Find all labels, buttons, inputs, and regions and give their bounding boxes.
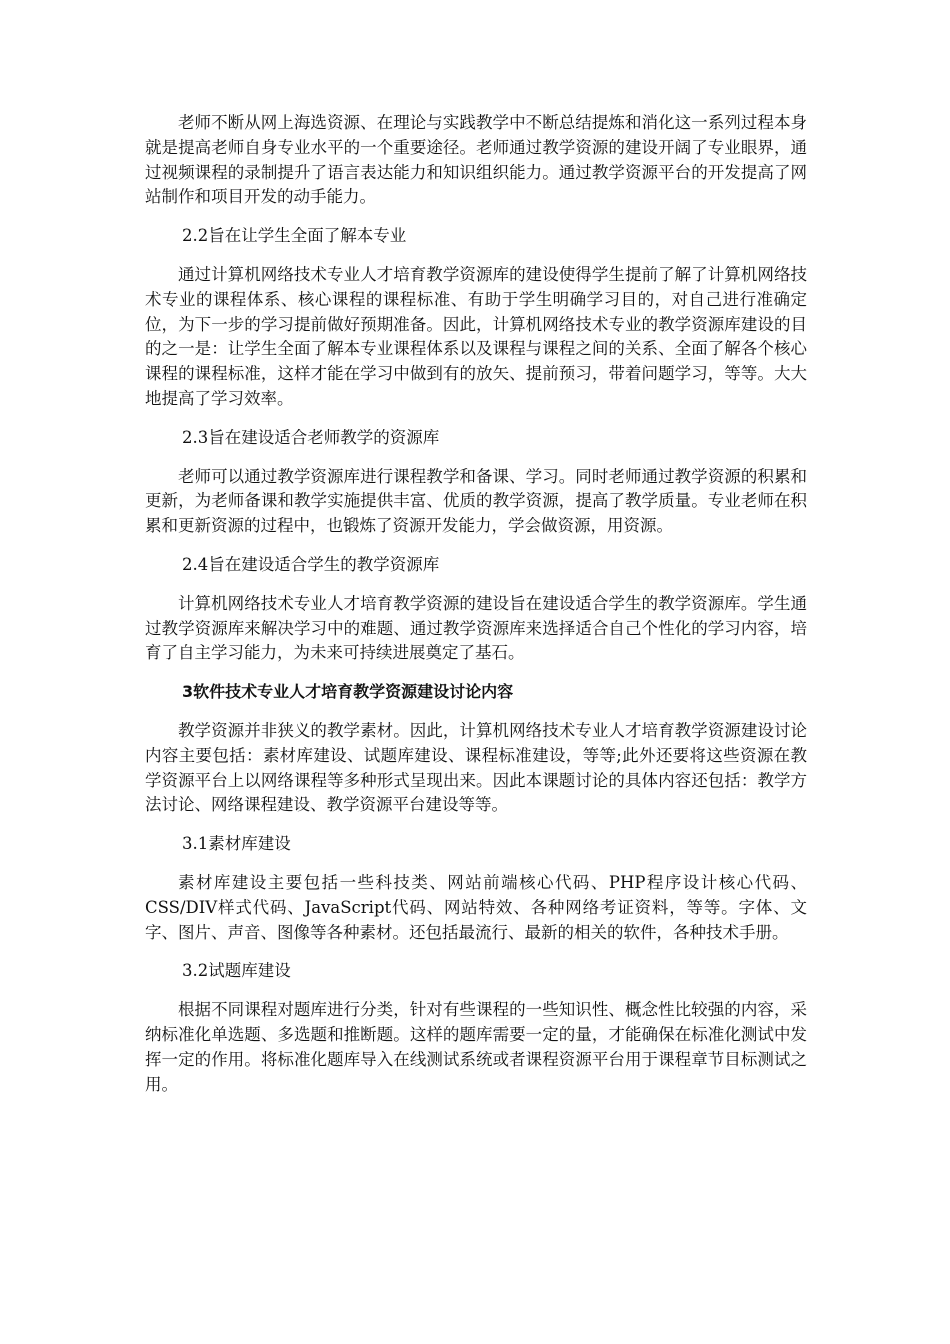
paragraph-student-resources: 计算机网络技术专业人才培育教学资源的建设旨在建设适合学生的教学资源库。学生通过教学资源库来解决学习中的难题、通过教学资源库来选择适合自己个性化的学习内容，培育了自主学习能力，为未来可持续进展奠定了基石。 — [145, 593, 807, 663]
document-page — [145, 111, 807, 1111]
subheading-2-3: 2.3旨在建设适合老师教学的资源库 — [182, 427, 440, 447]
paragraph-question-bank: 根据不同课程对题库进行分类，针对有些课程的一些知识性、概念性比较强的内容，采纳标准化单选题、多选题和推断题。这样的题库需要一定的量，才能确保在标准化测试中发挥一定的作用。将标准化题库导入在线测试系统或者课程资源平台用于课程章节目标测试之用。 — [145, 1000, 807, 1094]
paragraph-teacher-growth: 老师不断从网上海选资源、在理论与实践教学中不断总结提炼和消化这一系列过程本身就是提高老师自身专业水平的一个重要途径。老师通过教学资源的建设开阔了专业眼界，通过视频课程的录制提升了语言表达能力和知识组织能力。通过教学资源平台的开发提高了网站制作和项目开发的动手能力。 — [145, 113, 807, 207]
subheading-3-1: 3.1素材库建设 — [182, 834, 291, 854]
paragraph-material-library: 素材库建设主要包括一些科技类、网站前端核心代码、PHP程序设计核心代码、CSS/DIV样式代码、JavaScript代码、网站特效、各种网络考证资料，等等。字体、文字、图片、声音、图像等各种素材。还包括最流行、最新的相关的软件，各种技术手册。 — [145, 872, 807, 942]
section-heading-3: 3软件技术专业人才培育教学资源建设讨论内容 — [182, 682, 514, 702]
subheading-2-2: 2.2旨在让学生全面了解本专业 — [182, 226, 407, 246]
paragraph-research-content: 教学资源并非狭义的教学素材。因此，计算机网络技术专业人才培育教学资源建设讨论内容主要包括：素材库建设、试题库建设、课程标准建设，等等;此外还要将这些资源在教学资源平台上以网络课程等多种形式呈现出来。因此本课题讨论的具体内容还包括：教学方法讨论、网络课程建设、教学资源平台建设等等。 — [145, 720, 807, 815]
paragraph-teacher-resources: 老师可以通过教学资源库进行课程教学和备课、学习。同时老师通过教学资源的积累和更新，为老师备课和教学实施提供丰富、优质的教学资源，提高了教学质量。专业老师在积累和更新资源的过程中，也锻炼了资源开发能力，学会做资源，用资源。 — [145, 466, 807, 536]
subheading-3-2: 3.2试题库建设 — [182, 961, 291, 981]
paragraph-student-understanding: 通过计算机网络技术专业人才培育教学资源库的建设使得学生提前了解了计算机网络技术专业的课程体系、核心课程的课程标准、有助于学生明确学习目的，对自己进行准确定位，为下一步的学习提前做好预期准备。因此，计算机网络技术专业的教学资源库建设的目的之一是：让学生全面了解本专业课程体系以及课程与课程之间的关系、全面了解各个核心课程的课程标准，这样才能在学习中做到有的放矢、提前预习，带着问题学习，等等。大大地提高了学习效率。 — [145, 264, 807, 408]
subheading-2-4: 2.4旨在建设适合学生的教学资源库 — [182, 554, 440, 574]
